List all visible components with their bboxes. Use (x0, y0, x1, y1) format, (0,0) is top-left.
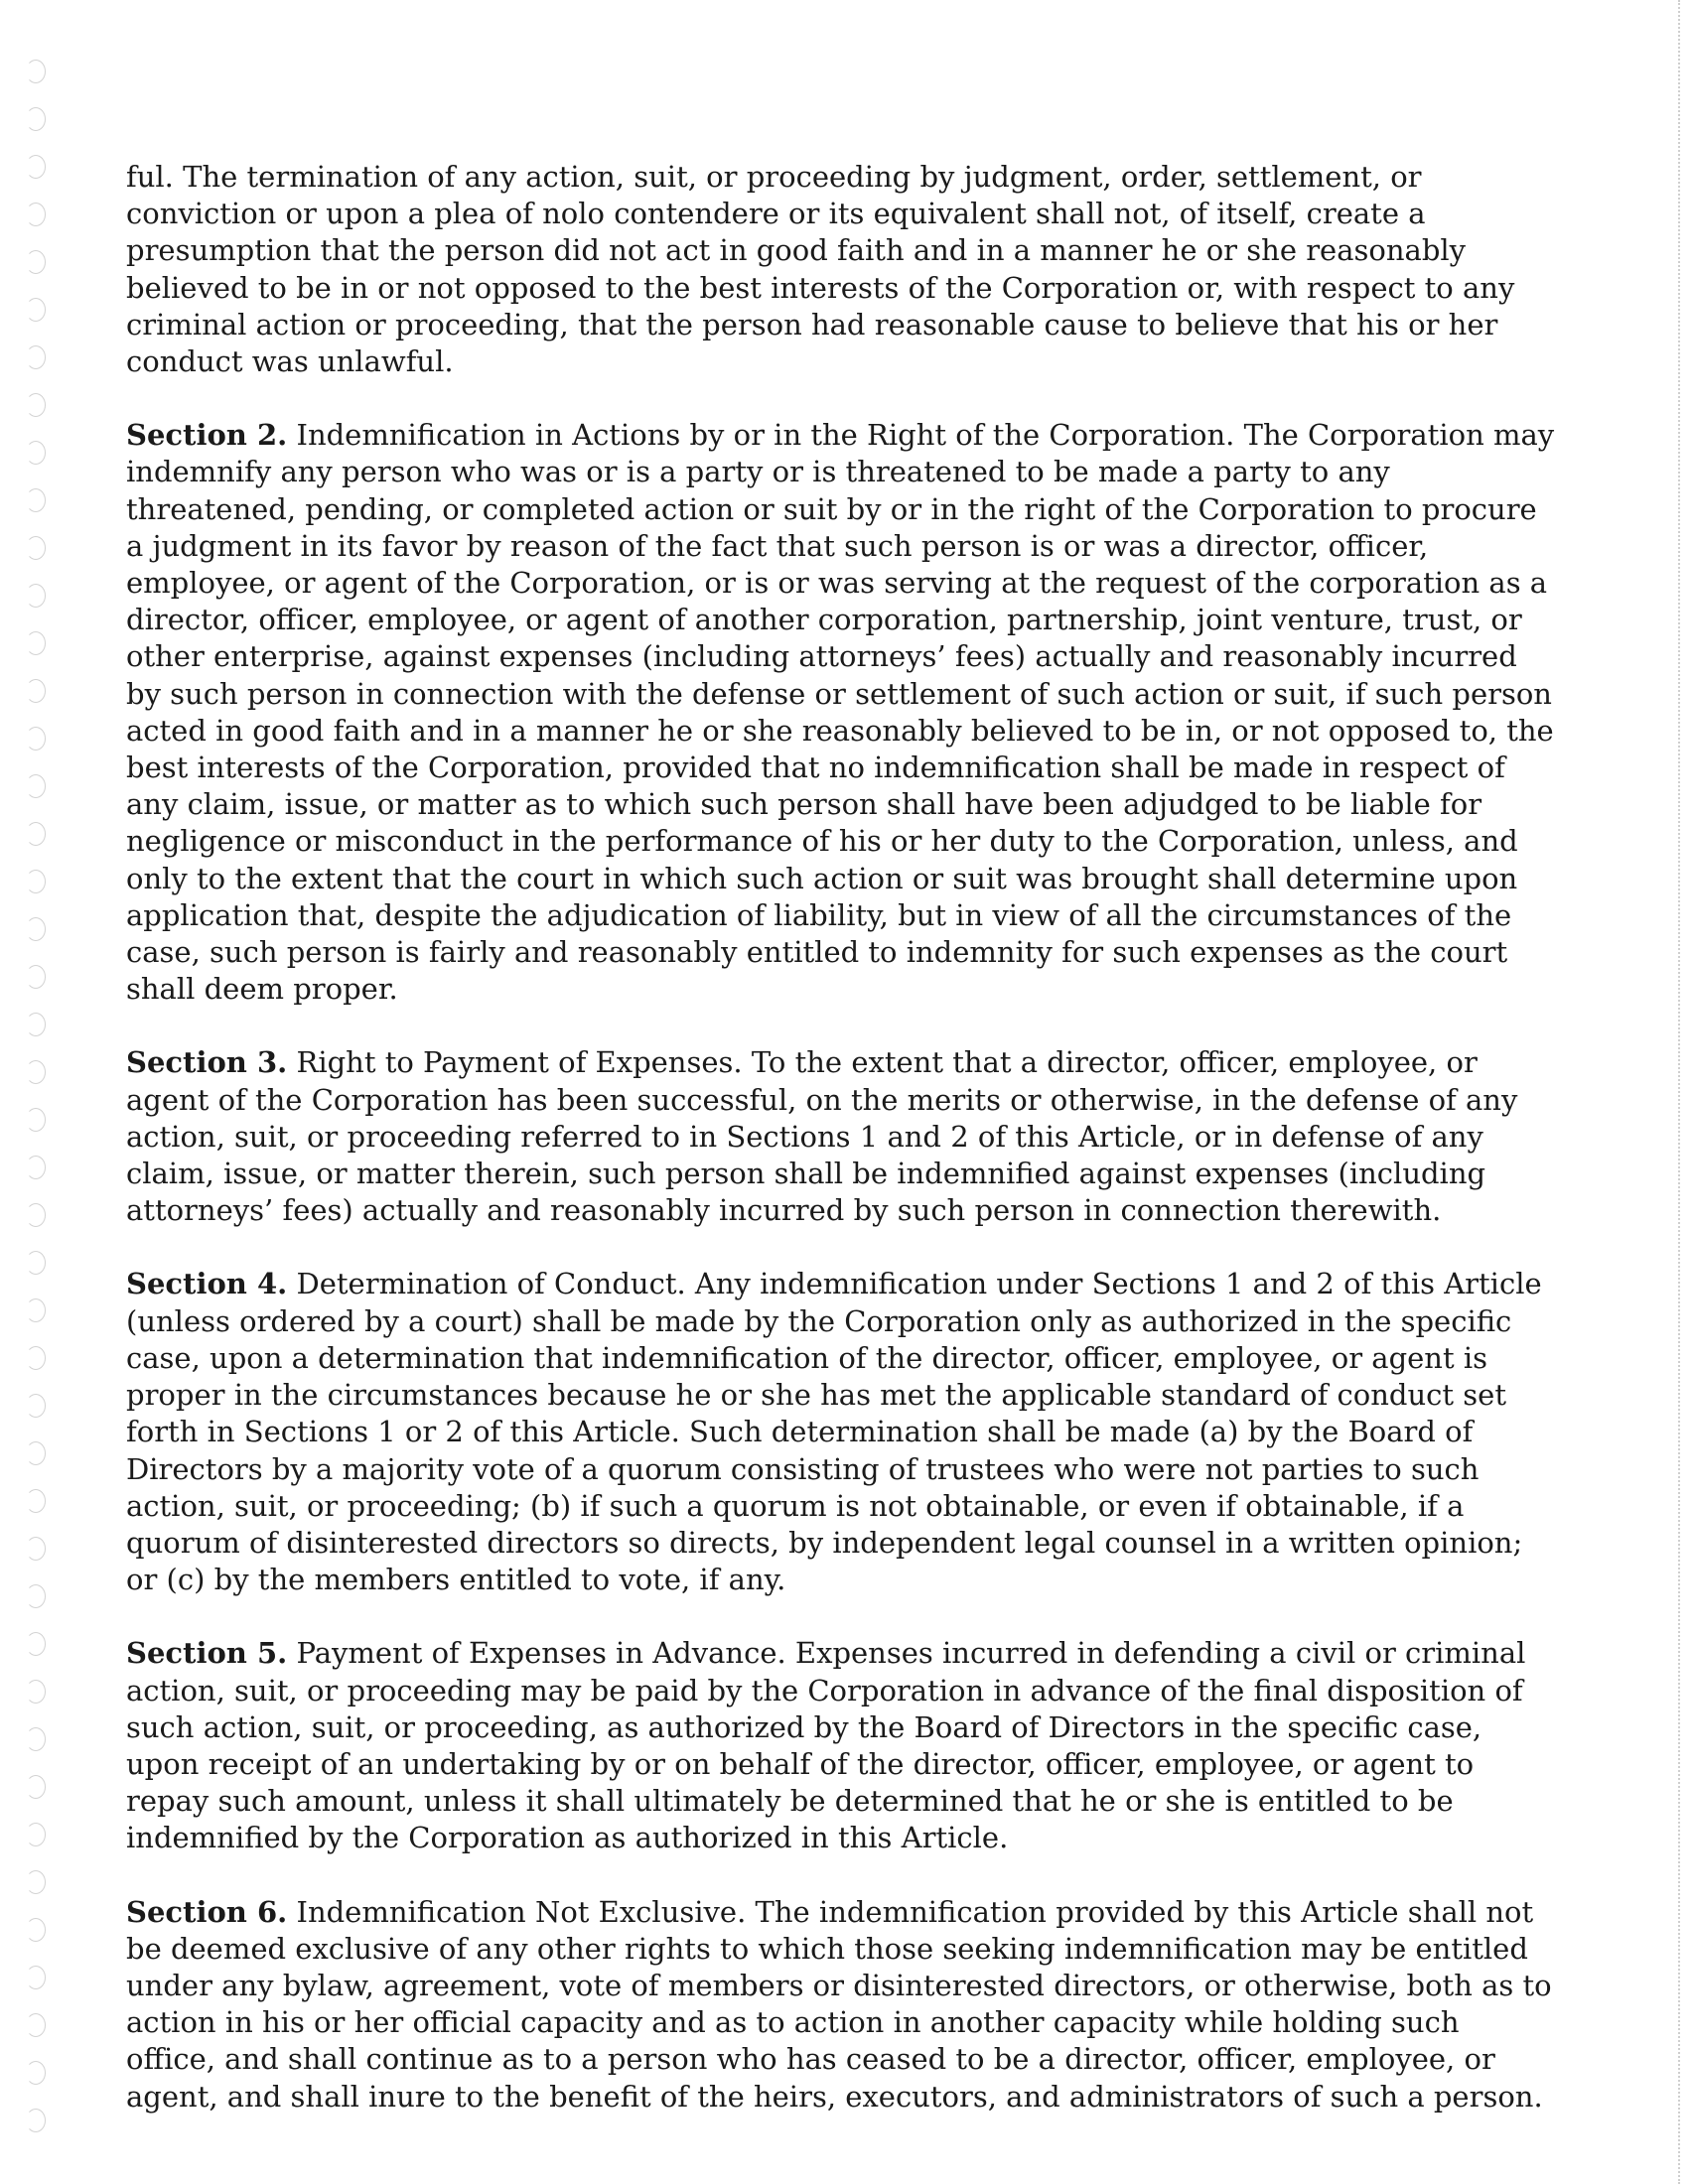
binding-hole (26, 631, 46, 655)
paragraph-section-3 (126, 1044, 1556, 1229)
binding-hole (26, 774, 46, 798)
section-label: Section 3. (126, 1045, 288, 1080)
section-label: Section 6. (126, 1894, 288, 1929)
binding-hole (26, 917, 46, 941)
paragraph-text: Indemnification in Actions by or in the Right of the Corporation. The Corporation may indemnify any person who was or is a party or is threatened to be made a party to any threatened, pending, or completed action or suit by or in the right of the Corporation to procure a judgment in its favor by reason of the fact that such person is or was a director, officer, employee, or agent of the Corporation, or is or was serving at the request of the corporation as a director, officer, employee, or agent of another corporation, partnership, joint venture, trust, or other enterprise, against expenses (including attorneys’ fees) actually and reasonably incurred by such person in connection with the defense or settlement of such action or suit, if such person acted in good faith and in a manner he or she reasonably believed to be in, or not opposed to, the best interests of the Corporation, provided that no indemnification shall be made in respect of any claim, issue, or matter as to which such person shall have been adjudged to be liable for negligence or misconduct in the performance of his or her duty to the Corporation, unless, and only to the extent that the court in which such action or suit was brought shall determine upon application that, despite the adjudication of liability, but in view of all the circumstances of the case, such person is fairly and reasonably entitled to indemnity for such expenses as the court shall deem proper. (126, 418, 1555, 1007)
section-label: Section 2. (126, 418, 288, 453)
binding-hole (26, 1918, 46, 1942)
binding-hole (26, 298, 46, 322)
binding-hole (26, 1108, 46, 1132)
binding-hole (26, 1394, 46, 1418)
binding-hole (26, 1346, 46, 1370)
binding-hole (26, 1680, 46, 1704)
binding-hole (26, 1870, 46, 1894)
binding-hole (26, 250, 46, 274)
page-edge (1678, 0, 1682, 2184)
binding-hole (26, 679, 46, 703)
paragraph-text: Determination of Conduct. Any indemnification under Sections 1 and 2 of this Article (unless ordered by a court) shall be made by the Corporation only as authorized in the specific case, upon a determination that indemnification of the director, officer, employee, or agent is proper in the circumstances because he or she has met the applicable standard of conduct set forth in Sections 1 or 2 of this Article. Such determination shall be made (a) by the Board of Directors by a majority vote of a quorum consisting of trustees who were not parties to such action, suit, or proceeding; (b) if such a quorum is not obtainable, or even if obtainable, if a quorum of disinterested directors so directs, by independent legal counsel in a written opinion; or (c) by the members entitled to vote, if any. (126, 1267, 1542, 1597)
binding-hole (26, 965, 46, 989)
binding-hole (26, 584, 46, 608)
binding-hole (26, 107, 46, 131)
binding-hole (26, 1013, 46, 1036)
binding-hole (26, 488, 46, 512)
binding-hole (26, 1489, 46, 1513)
binding-hole (26, 1298, 46, 1322)
binding-hole (26, 1537, 46, 1561)
binding-hole (26, 2109, 46, 2132)
binding-hole (26, 2013, 46, 2037)
binding-hole (26, 1251, 46, 1275)
binding-hole (26, 1727, 46, 1751)
paragraph-section-5 (126, 1635, 1556, 1856)
binding-hole (26, 393, 46, 417)
binding-hole (26, 2061, 46, 2085)
binding-hole (26, 1966, 46, 1989)
binding-hole (26, 1441, 46, 1465)
binding-hole (26, 155, 46, 179)
binding-hole (26, 1823, 46, 1846)
binding-hole (26, 1060, 46, 1084)
document-body (126, 159, 1556, 2152)
binding-hole (26, 870, 46, 893)
binding-hole (26, 1632, 46, 1656)
binding-hole (26, 441, 46, 465)
binding-hole (26, 203, 46, 226)
binding-hole (26, 727, 46, 751)
binding-hole (26, 1584, 46, 1608)
binding-hole (26, 536, 46, 560)
section-label: Section 5. (126, 1636, 288, 1671)
binding-hole (26, 1156, 46, 1179)
paragraph-text: Right to Payment of Expenses. To the extent that a director, officer, employee, or agent of the Corporation has been successful, on the merits or otherwise, in the defense of any action, suit, or proceeding referred to in Sections 1 and 2 of this Article, or in defense of any claim, issue, or matter therein, such person shall be indemnified against expenses (including attorneys’ fees) actually and reasonably incurred by such person in connection therewith. (126, 1045, 1518, 1228)
binding-hole (26, 345, 46, 369)
binding-hole (26, 60, 46, 83)
paragraph-text: Payment of Expenses in Advance. Expenses incurred in defending a civil or criminal action, suit, or proceeding may be paid by the Corporation in advance of the final disposition of such action, suit, or proceeding, as authorized by the Board of Directors in the specific case, upon receipt of an undertaking by or on behalf of the director, officer, employee, or agent to repay such amount, unless it shall ultimately be determined that he or she is entitled to be indemnified by the Corporation as authorized in this Article. (126, 1636, 1526, 1855)
paragraph-section-6 (126, 1894, 1556, 2116)
binding-hole (26, 1203, 46, 1227)
binding-hole (26, 822, 46, 846)
paragraph-text: Indemnification Not Exclusive. The indemnification provided by this Article shall not be deemed exclusive of any other rights to which those seeking indemnification may be entitled under any bylaw, agreement, vote of members or disinterested directors, or otherwise, both as to action in his or her official capacity and as to action in another capacity while holding such office, and shall continue as to a person who has ceased to be a director, officer, employee, or agent, and shall inure to the benefit of the heirs, executors, and administrators of such a person. (126, 1894, 1552, 2114)
paragraph-section-4 (126, 1266, 1556, 1598)
paragraph-section-2 (126, 417, 1556, 1008)
paragraph-continuation (126, 159, 1556, 380)
binding-holes (18, 40, 58, 2164)
binding-hole (26, 1775, 46, 1799)
section-label: Section 4. (126, 1267, 288, 1301)
paragraph-text: ful. The termination of any action, suit, or proceeding by judgment, order, settlement, or conviction or upon a plea of nolo contendere or its equivalent shall not, of itself, create a presumption that the person did not act in good faith and in a manner he or she reasonably believed to be in or not opposed to the best interests of the Corporation or, with respect to any criminal action or proceeding, that the person had reasonable cause to believe that his or her conduct was unlawful. (126, 160, 1515, 379)
